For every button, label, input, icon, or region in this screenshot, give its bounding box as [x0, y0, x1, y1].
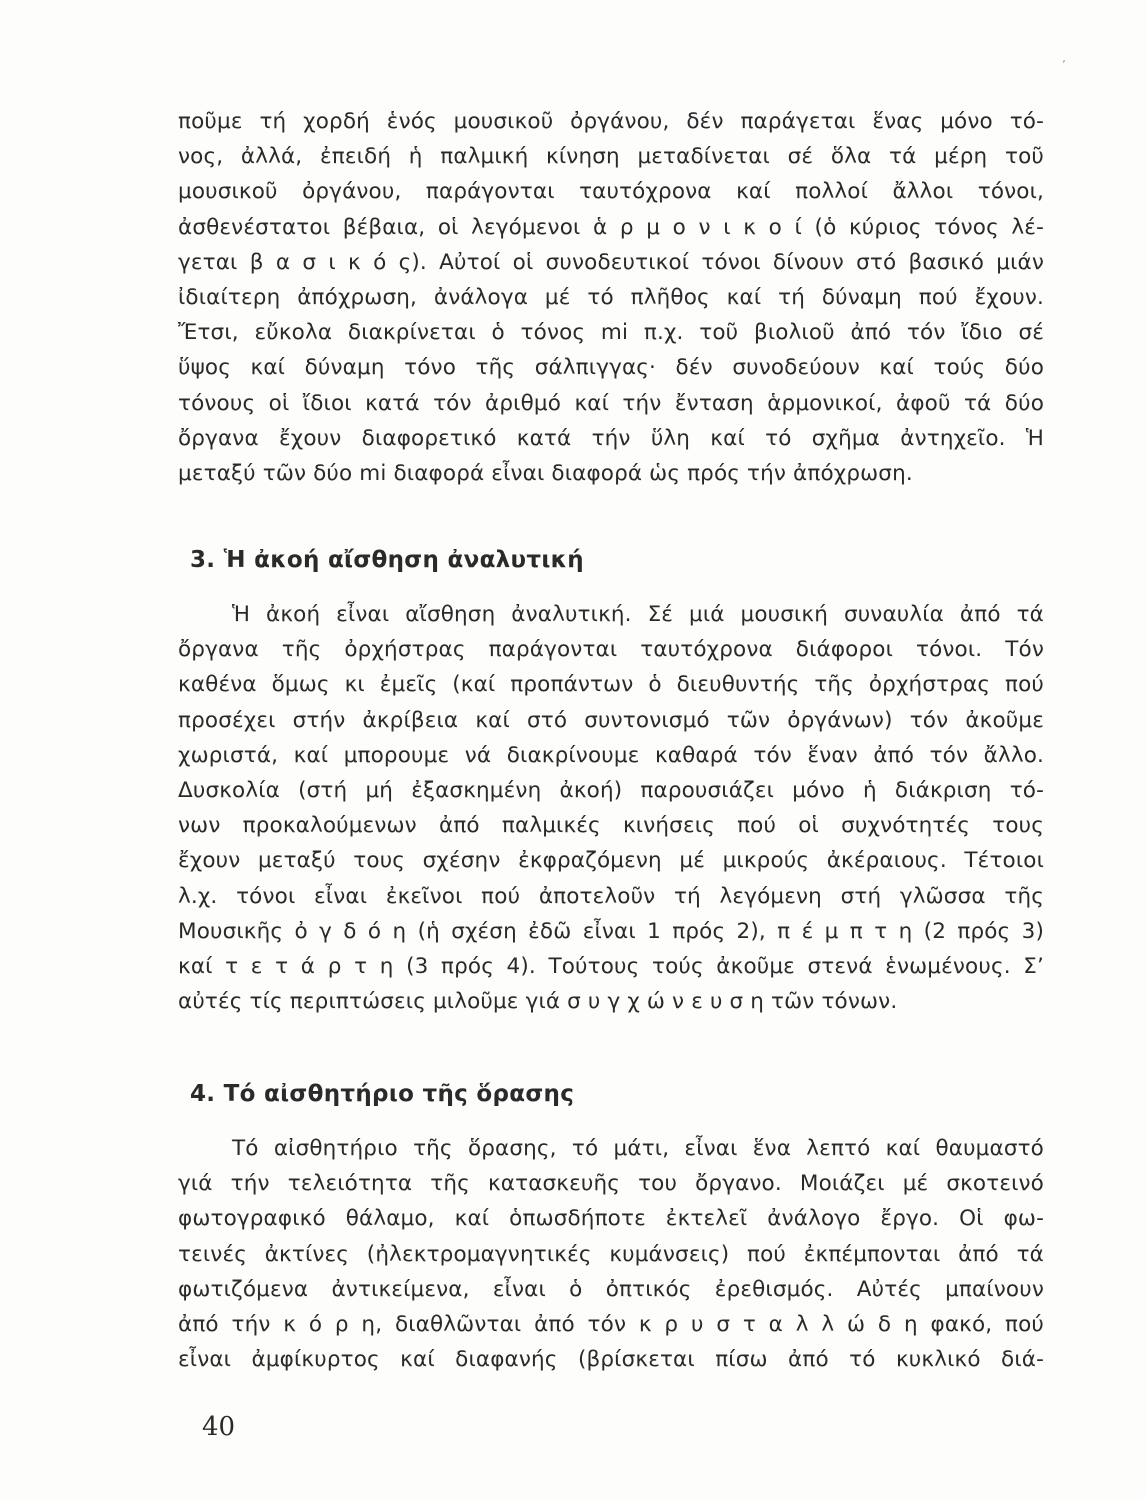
text-line: καθένα ὅμως κι ἐμεῖς (καί προπάντων ὁ διευθυντής τῆς ὀρχήστρας πού — [178, 672, 1044, 698]
text-line: ποῦμε τή χορδή ἑνός μουσικοῦ ὀργάνου, δέν παράγεται ἕνας μόνο τό- — [178, 109, 1044, 134]
text-line: προσέχει στήν ἀκρίβεια καί στό συντονισμό τῶν ὀργάνων) τόν ἀκοῦμε — [178, 707, 1044, 733]
page-number: 40 — [202, 1412, 236, 1442]
text-line: μεταξύ τῶν δύο mi διαφορά εἶναι διαφορά ὡς πρός τήν ἀπόχρωση. — [178, 460, 913, 486]
text-line: Μουσικῆς ὀ γ δ ό η (ἡ σχέση ἐδῶ εἶναι 1 πρός 2), π έ μ π τ η (2 πρός 3) — [178, 918, 1044, 944]
text-line: ἔχουν μεταξύ τους σχέσην ἐκφραζόμενη μέ μικρούς ἀκέραιους. Τέτοιοι — [178, 848, 1044, 874]
text-line: λ.χ. τόνοι εἶναι ἐκεῖνοι πού ἀποτελοῦν τή λεγόμενη στή γλῶσσα τῆς — [178, 883, 1044, 909]
text-line: ὄργανα τῆς ὀρχήστρας παράγονται ταυτόχρονα διάφοροι τόνοι. Τόν — [178, 637, 1044, 663]
text-line: γιά τήν τελειότητα τῆς κατασκευῆς του ὄργανο. Μοιάζει μέ σκοτεινό — [178, 1171, 1044, 1197]
text-line: καί τ ε τ ά ρ τ η (3 πρός 4). Τούτους τούς ἀκοῦμε στενά ἑνωμένους. Σ’ — [178, 953, 1044, 979]
text-line: φωτογραφικό θάλαμο, καί ὁπωσδήποτε ἐκτελεῖ ἀνάλογο ἔργο. Οἱ φω- — [178, 1206, 1044, 1232]
text-line: Ἡ ἀκοή εἶναι αἴσθηση ἀναλυτική. Σέ μιά μουσική συναυλία ἀπό τά — [232, 602, 1044, 627]
text-line: τόνους οἱ ἴδιοι κατά τόν ἀριθμό καί τήν ἔνταση ἁρμονικοί, ἀφοῦ τά δύο — [178, 390, 1044, 416]
text-line: Ἔτσι, εὔκολα διακρίνεται ὁ τόνος mi π.χ. τοῦ βιολιοῦ ἀπό τόν ἴδιο σέ — [178, 320, 1044, 346]
text-line: ἀσθενέστατοι βέβαια, οἱ λεγόμενοι ἁ ρ μ ο ν ι κ ο ί (ὁ κύριος τόνος λέ- — [178, 214, 1044, 240]
section-3-heading: 3. Ἡ ἀκοή αἴσθηση ἀναλυτική — [190, 547, 584, 573]
text-line: νος, ἀλλά, ἐπειδή ἡ παλμική κίνηση μεταδίνεται σέ ὅλα τά μέρη τοῦ — [178, 144, 1044, 170]
corner-mark: ’ — [1062, 58, 1066, 72]
section-4-paragraph — [178, 1131, 1044, 1377]
text-line: ὕψος καί δύναμη τόνο τῆς σάλπιγγας· δέν συνοδεύουν καί τούς δύο — [178, 355, 1044, 381]
text-line: φωτιζόμενα ἀντικείμενα, εἶναι ὁ ὀπτικός ἐρεθισμός. Αὐτές μπαίνουν — [178, 1276, 1044, 1302]
text-line: εἶναι ἀμφίκυρτος καί διαφανής (βρίσκεται πίσω ἀπό τό κυκλικό διά- — [178, 1347, 1044, 1373]
text-line: χωριστά, καί μπορουμε νά διακρίνουμε καθαρά τόν ἕναν ἀπό τόν ἄλλο. — [178, 742, 1044, 768]
paragraph-harmonics — [178, 104, 1044, 491]
text-line: ἀπό τήν κ ό ρ η, διαθλῶνται ἀπό τόν κ ρ υ σ τ α λ λ ώ δ η φακό, πού — [178, 1311, 1044, 1337]
text-line: ἰδιαίτερη ἀπόχρωση, ἀνάλογα μέ τό πλῆθος καί τή δύναμη πού ἔχουν. — [178, 284, 1044, 310]
text-line: νων προκαλούμενων ἀπό παλμικές κινήσεις πού οἱ συχνότητές τους — [178, 813, 1044, 839]
text-line: Δυσκολία (στή μή ἐξασκημένη ἀκοή) παρουσιάζει μόνο ἡ διάκριση τό- — [178, 777, 1044, 803]
text-line: γεται β α σ ι κ ό ς). Αὐτοί οἱ συνοδευτικοί τόνοι δίνουν στό βασικό μιάν — [178, 249, 1044, 275]
text-line: Τό αἰσθητήριο τῆς ὅρασης, τό μάτι, εἶναι ἕνα λεπτό καί θαυμαστό — [232, 1136, 1044, 1161]
text-line: τεινές ἀκτίνες (ἠλεκτρομαγνητικές κυμάνσεις) πού ἐκπέμπονται ἀπό τά — [178, 1241, 1044, 1267]
text-line: μουσικοῦ ὀργάνου, παράγονται ταυτόχρονα καί πολλοί ἄλλοι τόνοι, — [178, 179, 1044, 205]
section-4-heading: 4. Τό αἰσθητήριο τῆς ὅρασης — [190, 1081, 575, 1107]
text-line: ὄργανα ἔχουν διαφορετικό κατά τήν ὕλη καί τό σχῆμα ἀντηχεῖο. Ἡ — [178, 425, 1044, 451]
section-3-paragraph — [178, 597, 1044, 1019]
text-line: αὐτές τίς περιπτώσεις μιλοῦμε γιά σ υ γ χ ώ ν ε υ σ η τῶν τόνων. — [178, 989, 898, 1015]
